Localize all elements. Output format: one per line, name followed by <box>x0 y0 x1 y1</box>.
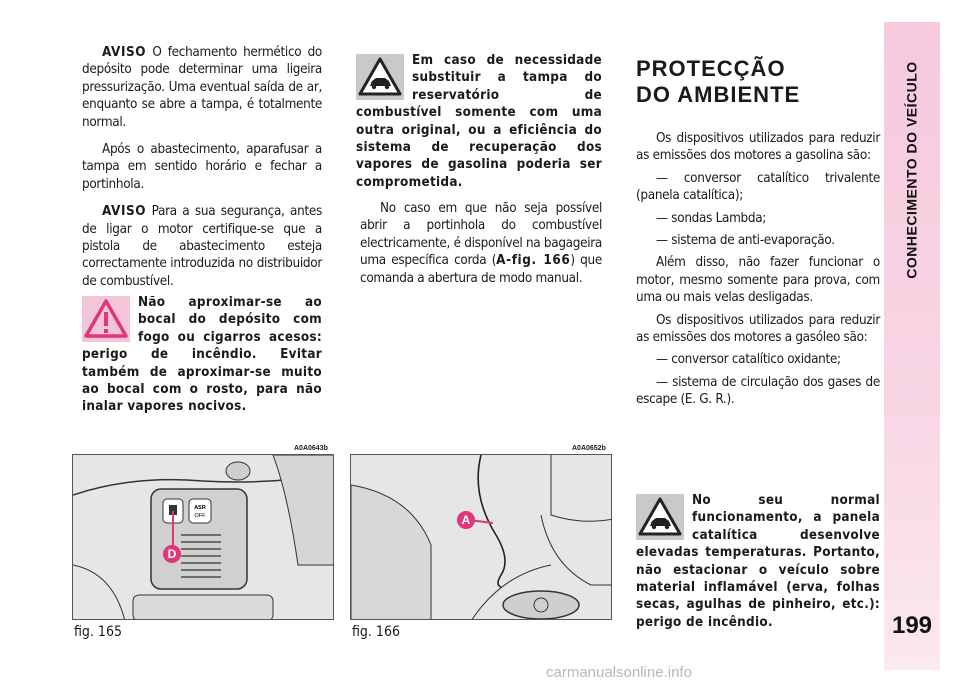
aviso-paragraph-3: AVISO Para a sua segurança, antes de ligar o motor certifique-se que a pistola de abastecimento esteja correctamente introduzida no distribuidor de combustível. <box>82 204 322 289</box>
env-paragraph: — sistema de anti-evaporação. <box>656 233 835 249</box>
asr-label: ASR <box>194 505 206 511</box>
callout-a: A <box>457 511 475 529</box>
figure-code: A0A0652b <box>572 445 606 452</box>
figure-165-caption: fig. 165 <box>74 624 122 640</box>
figure-166-image <box>350 454 612 620</box>
fuel-cap-warning-box: Em caso de necessidade substituir a tampa do reservatório de combustível somente com uma outra original, ou a eficiência do sistema de recuperação dos vapores de gasolina poderia ser comprometida. <box>356 53 602 190</box>
manual-release-paragraph: No caso em que não seja possível abrir a portinhola do combustível electricamente, é disponível na bagageira uma específica corda (A-fig. 166) que comanda a abertura de modo manual. <box>360 201 602 286</box>
trunk-release-cord-illustration <box>351 455 612 620</box>
page-number: 199 <box>891 612 933 639</box>
section-title: CONHECIMENTO DO VEÍCULO <box>904 61 920 279</box>
env-paragraph: Os dispositivos utilizados para reduzir as emissões dos motores a gasóleo são: <box>636 312 880 346</box>
column-1-text <box>82 44 322 290</box>
callout-d: D <box>163 545 181 563</box>
car-triangle-icon <box>356 54 404 100</box>
off-label: OFF <box>194 513 206 519</box>
column-3-text <box>636 130 880 409</box>
figure-code: A0A0643b <box>294 445 328 452</box>
env-paragraph: — sistema de circulação dos gases de escape (E. G. R.). <box>636 374 880 408</box>
catalytic-warning-box: No seu normal funcionamento, a panela catalítica desenvolve elevadas temperaturas. Portanto, não estacionar o veículo sobre material inflamável (erva, folhas secas, agulhas de pinheiro, etc.): perigo de incêndio. <box>636 493 880 630</box>
center-console-illustration <box>73 455 334 620</box>
fire-warning-box: Não aproximar-se ao bocal do depósito com fogo ou cigarros acesos: perigo de incêndio. Evitar também de aproximar-se muito ao bocal com o rosto, para não inalar vapores nocivos. <box>82 295 322 415</box>
figure-165-image <box>72 454 334 620</box>
aviso-paragraph-1: AVISO O fechamento hermético do depósito pode determinar uma ligeira pressurização. Uma eventual saída de ar, enquanto se abre a tampa, é totalmente normal. <box>82 45 322 130</box>
paragraph-2: Após o abastecimento, aparafusar a tampa em sentido horário e fechar a portinhola. <box>82 142 322 192</box>
env-paragraph: Os dispositivos utilizados para reduzir as emissões dos motores a gasolina são: <box>636 131 880 164</box>
figure-166-caption: fig. 166 <box>352 624 400 640</box>
env-paragraph: Além disso, não fazer funcionar o motor, mesmo somente para prova, com uma ou mais velas desligadas. <box>636 255 880 306</box>
car-triangle-icon <box>636 494 684 540</box>
env-paragraph: — sondas Lambda; <box>656 210 767 226</box>
column-2-text <box>360 200 602 287</box>
warning-triangle-icon <box>82 296 130 342</box>
environment-heading: PROTECÇÃO DO AMBIENTE <box>636 56 801 107</box>
watermark-text: carmanualsonline.info <box>546 664 692 681</box>
env-paragraph: — conversor catalítico trivalente (panela catalítica); <box>636 170 880 204</box>
env-paragraph: — conversor catalítico oxidante; <box>656 352 841 368</box>
